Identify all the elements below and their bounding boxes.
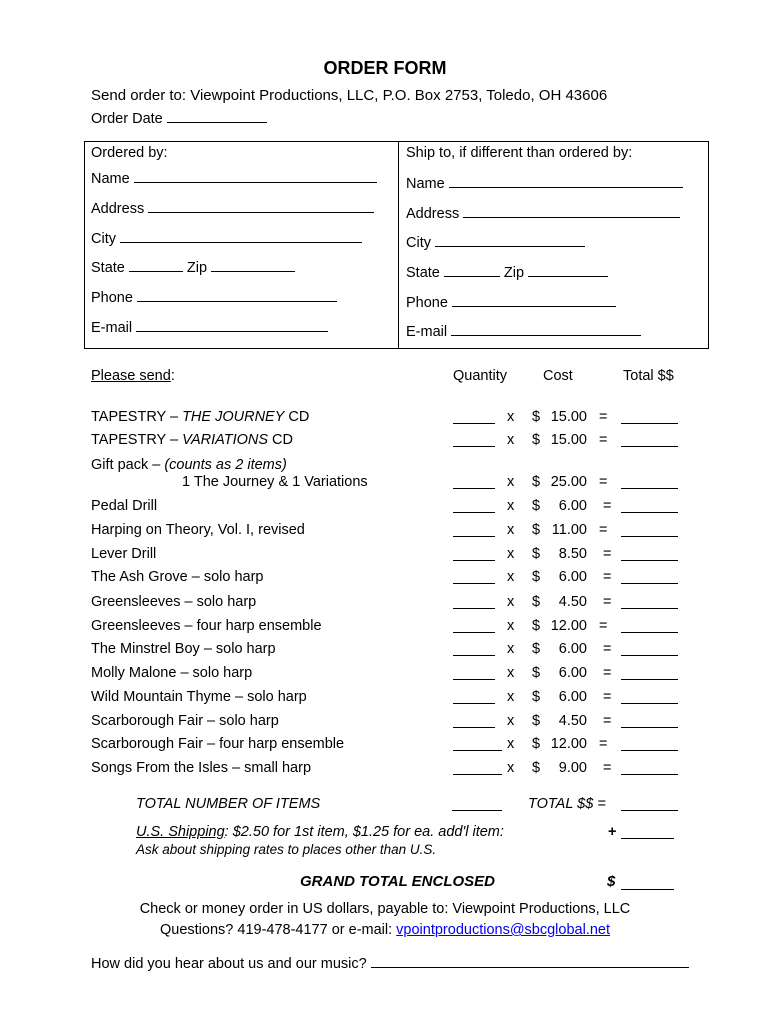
item-name: Pedal Drill xyxy=(91,498,158,514)
item-price: 12.00 xyxy=(550,618,587,634)
item-price: 4.50 xyxy=(558,594,587,610)
item-times-sign: x xyxy=(507,665,515,681)
item-dollar-sign: $ xyxy=(532,498,541,514)
item-description xyxy=(91,594,256,610)
total-items-label: TOTAL NUMBER OF ITEMS xyxy=(136,796,321,812)
item-description xyxy=(91,618,322,634)
item-format: CD xyxy=(268,432,294,448)
ship-to-city-label: City xyxy=(406,235,431,251)
item-times-sign: x xyxy=(507,760,515,776)
item-total-blank[interactable] xyxy=(621,512,678,513)
questions-line xyxy=(0,922,770,938)
item-price: 4.50 xyxy=(558,713,587,729)
item-dollar-sign: $ xyxy=(532,409,541,425)
item-description xyxy=(91,457,287,473)
item-equals-sign: = xyxy=(603,498,612,514)
ordered-by-city-field[interactable] xyxy=(91,230,362,247)
hear-about-field[interactable] xyxy=(91,955,689,972)
item-dollar-sign: $ xyxy=(532,594,541,610)
item-total-blank[interactable] xyxy=(621,727,678,728)
item-description xyxy=(91,569,264,585)
ordered-by-heading: Ordered by: xyxy=(91,145,168,161)
item-quantity-blank[interactable] xyxy=(453,488,495,489)
ship-to-name-field[interactable] xyxy=(406,175,683,192)
ordered-by-zip-blank[interactable] xyxy=(211,259,295,272)
ship-to-state-zip-field[interactable] xyxy=(406,264,608,281)
questions-text: Questions? 419-478-4177 or e-mail: xyxy=(160,922,397,938)
item-times-sign: x xyxy=(507,432,515,448)
item-equals-sign: = xyxy=(603,689,612,705)
ordered-by-address-blank[interactable] xyxy=(148,200,374,213)
item-times-sign: x xyxy=(507,498,515,514)
ship-to-name-blank[interactable] xyxy=(449,175,683,188)
item-description xyxy=(91,760,311,776)
please-send-label: Please send xyxy=(91,368,171,384)
shipping-label: U.S. Shipping xyxy=(136,824,225,840)
ordered-by-email-field[interactable] xyxy=(91,319,328,336)
ordered-by-state-zip-field[interactable] xyxy=(91,259,295,276)
item-total-blank[interactable] xyxy=(621,560,678,561)
ship-to-email-field[interactable] xyxy=(406,323,641,340)
item-quantity-blank[interactable] xyxy=(453,608,495,609)
shipping-line xyxy=(136,824,504,840)
ship-to-phone-label: Phone xyxy=(406,295,448,311)
item-equals-sign: = xyxy=(603,546,612,562)
item-dollar-sign: $ xyxy=(532,618,541,634)
item-total-blank[interactable] xyxy=(621,703,678,704)
gift-pack-subline: 1 The Journey & 1 Variations xyxy=(182,474,368,490)
item-equals-sign: = xyxy=(599,618,608,634)
item-total-blank[interactable] xyxy=(621,583,678,584)
item-total-blank[interactable] xyxy=(621,446,678,447)
item-dollar-sign: $ xyxy=(532,736,541,752)
item-equals-sign: = xyxy=(603,641,612,657)
grand-total-label: GRAND TOTAL ENCLOSED xyxy=(300,873,496,890)
item-price: 8.50 xyxy=(558,546,587,562)
item-quantity-blank[interactable] xyxy=(453,703,495,704)
ordered-by-name-label: Name xyxy=(91,171,130,187)
item-price: 15.00 xyxy=(550,432,587,448)
order-date-field[interactable] xyxy=(91,110,267,127)
item-price: 15.00 xyxy=(550,409,587,425)
col-total-header: Total $$ xyxy=(623,368,674,384)
item-price: 6.00 xyxy=(558,498,587,514)
item-description xyxy=(91,665,252,681)
ship-to-state-label: State xyxy=(406,265,440,281)
ship-to-email-blank[interactable] xyxy=(451,323,641,336)
item-name: Harping on Theory, Vol. I, revised xyxy=(91,522,305,538)
hear-about-blank[interactable] xyxy=(371,955,689,968)
item-name: Wild Mountain Thyme – solo harp xyxy=(91,689,307,705)
item-equals-sign: = xyxy=(603,760,612,776)
item-total-blank[interactable] xyxy=(621,423,678,424)
item-quantity-blank[interactable] xyxy=(453,583,495,584)
ordered-by-email-blank[interactable] xyxy=(136,319,328,332)
item-total-blank[interactable] xyxy=(621,774,678,775)
ship-to-address-blank[interactable] xyxy=(463,205,680,218)
item-times-sign: x xyxy=(507,689,515,705)
item-equals-sign: = xyxy=(599,409,608,425)
item-name: Greensleeves – solo harp xyxy=(91,594,257,610)
item-equals-sign: = xyxy=(599,432,608,448)
item-name: The Minstrel Boy – solo harp xyxy=(91,641,276,657)
order-date-blank[interactable] xyxy=(167,110,267,123)
shipping-plus: + xyxy=(608,824,617,840)
hear-about-label: How did you hear about us and our music? xyxy=(91,956,367,972)
item-name: Scarborough Fair – four harp ensemble xyxy=(91,736,345,752)
ship-to-phone-field[interactable] xyxy=(406,294,616,311)
ship-to-city-blank[interactable] xyxy=(435,234,585,247)
item-total-blank[interactable] xyxy=(621,536,678,537)
item-quantity-blank[interactable] xyxy=(453,750,502,751)
item-name: Scarborough Fair – solo harp xyxy=(91,713,279,729)
item-name: TAPESTRY – xyxy=(91,432,183,448)
item-times-sign: x xyxy=(507,409,515,425)
item-description xyxy=(91,736,344,752)
item-price: 12.00 xyxy=(550,736,587,752)
address-box-divider xyxy=(398,141,399,349)
item-quantity-blank[interactable] xyxy=(453,632,495,633)
item-dollar-sign: $ xyxy=(532,522,541,538)
item-total-blank[interactable] xyxy=(621,608,678,609)
ordered-by-name-field[interactable] xyxy=(91,170,377,187)
ordered-by-phone-blank[interactable] xyxy=(137,289,337,302)
item-name: Gift pack – xyxy=(91,457,165,473)
ship-to-heading: Ship to, if different than ordered by: xyxy=(406,145,633,161)
col-cost-header: Cost xyxy=(543,368,573,384)
item-quantity-blank[interactable] xyxy=(453,560,495,561)
item-name: Lever Drill xyxy=(91,546,157,562)
item-equals-sign: = xyxy=(603,665,612,681)
item-dollar-sign: $ xyxy=(532,665,541,681)
please-send-heading xyxy=(91,368,175,384)
item-total-blank[interactable] xyxy=(621,750,678,751)
item-name: The Ash Grove – solo harp xyxy=(91,569,264,585)
item-dollar-sign: $ xyxy=(532,713,541,729)
item-quantity-blank[interactable] xyxy=(453,727,495,728)
item-price: 9.00 xyxy=(558,760,587,776)
item-price: 6.00 xyxy=(558,569,587,585)
item-quantity-blank[interactable] xyxy=(453,446,495,447)
item-equals-sign: = xyxy=(599,736,608,752)
item-price: 6.00 xyxy=(558,689,587,705)
item-total-blank[interactable] xyxy=(621,488,678,489)
shipping-rates: : $2.50 for 1st item, $1.25 for ea. add'l item: xyxy=(224,824,504,840)
grand-total-blank[interactable] xyxy=(621,889,674,890)
ordered-by-state-blank[interactable] xyxy=(129,259,183,272)
item-total-blank[interactable] xyxy=(621,632,678,633)
ship-to-email-label: E-mail xyxy=(406,324,448,340)
item-equals-sign: = xyxy=(599,474,608,490)
item-description xyxy=(91,498,157,514)
total-dollars-blank[interactable] xyxy=(621,810,678,811)
item-price: 25.00 xyxy=(550,474,587,490)
item-total-blank[interactable] xyxy=(621,655,678,656)
item-description xyxy=(91,409,309,425)
item-times-sign: x xyxy=(507,594,515,610)
item-name-italic: THE JOURNEY xyxy=(182,409,285,425)
order-date-label: Order Date xyxy=(91,111,163,127)
item-description xyxy=(91,689,307,705)
ship-to-zip-label: Zip xyxy=(503,265,525,281)
ordered-by-city-blank[interactable] xyxy=(120,230,362,243)
item-times-sign: x xyxy=(507,618,515,634)
ordered-by-city-label: City xyxy=(91,231,116,247)
ordered-by-address-field[interactable] xyxy=(91,200,374,217)
item-name-italic: (counts as 2 items) xyxy=(164,457,287,473)
ordered-by-state-label: State xyxy=(91,260,125,276)
item-times-sign: x xyxy=(507,641,515,657)
item-times-sign: x xyxy=(507,522,515,538)
ship-to-state-blank[interactable] xyxy=(444,264,500,277)
item-dollar-sign: $ xyxy=(532,546,541,562)
item-times-sign: x xyxy=(507,713,515,729)
item-price: 11.00 xyxy=(551,522,587,538)
item-format: CD xyxy=(284,409,310,425)
shipping-blank[interactable] xyxy=(621,838,674,839)
ship-to-zip-blank[interactable] xyxy=(528,264,608,277)
item-quantity-blank[interactable] xyxy=(453,423,495,424)
item-times-sign: x xyxy=(507,474,515,490)
grand-total-dollar: $ xyxy=(607,873,616,890)
item-quantity-blank[interactable] xyxy=(453,536,495,537)
page-title: ORDER FORM xyxy=(323,58,447,78)
contact-email-link[interactable]: vpointproductions@sbcglobal.net xyxy=(396,922,610,938)
ship-to-name-label: Name xyxy=(406,176,445,192)
item-price: 6.00 xyxy=(558,665,587,681)
ordered-by-phone-label: Phone xyxy=(91,290,133,306)
item-quantity-blank[interactable] xyxy=(453,679,495,680)
item-total-blank[interactable] xyxy=(621,679,678,680)
send-to-address: Send order to: Viewpoint Productions, LLC, P.O. Box 2753, Toledo, OH 43606 xyxy=(91,87,608,104)
item-equals-sign: = xyxy=(599,522,608,538)
item-quantity-blank[interactable] xyxy=(453,655,495,656)
col-quantity-header: Quantity xyxy=(453,368,507,384)
item-dollar-sign: $ xyxy=(532,569,541,585)
ship-to-address-field[interactable] xyxy=(406,205,680,222)
ordered-by-phone-field[interactable] xyxy=(91,289,337,306)
item-dollar-sign: $ xyxy=(532,760,541,776)
item-description xyxy=(91,522,305,538)
item-quantity-blank[interactable] xyxy=(453,512,495,513)
item-equals-sign: = xyxy=(603,594,612,610)
item-description xyxy=(91,546,156,562)
ordered-by-email-label: E-mail xyxy=(91,320,133,336)
item-name: Greensleeves – four harp ensemble xyxy=(91,618,322,634)
item-name: Songs From the Isles – small harp xyxy=(91,760,312,776)
ordered-by-zip-label: Zip xyxy=(186,260,208,276)
item-description xyxy=(91,432,293,448)
shipping-note: Ask about shipping rates to places other than U.S. xyxy=(136,842,437,857)
total-dollars-label: TOTAL $$ = xyxy=(528,796,606,812)
ship-to-phone-blank[interactable] xyxy=(452,294,616,307)
item-name-italic: VARIATIONS xyxy=(182,432,269,448)
item-equals-sign: = xyxy=(603,713,612,729)
ship-to-city-field[interactable] xyxy=(406,234,585,251)
ordered-by-name-blank[interactable] xyxy=(134,170,377,183)
item-dollar-sign: $ xyxy=(532,432,541,448)
item-price: 6.00 xyxy=(558,641,587,657)
item-equals-sign: = xyxy=(603,569,612,585)
please-send-colon: : xyxy=(170,368,175,384)
item-dollar-sign: $ xyxy=(532,474,541,490)
item-name: Molly Malone – solo harp xyxy=(91,665,253,681)
item-description xyxy=(91,641,276,657)
item-times-sign: x xyxy=(507,736,515,752)
item-times-sign: x xyxy=(507,569,515,585)
item-dollar-sign: $ xyxy=(532,641,541,657)
payment-instructions: Check or money order in US dollars, payable to: Viewpoint Productions, LLC xyxy=(139,901,631,917)
item-quantity-blank[interactable] xyxy=(453,774,502,775)
item-dollar-sign: $ xyxy=(532,689,541,705)
item-name: TAPESTRY – xyxy=(91,409,183,425)
item-description xyxy=(91,713,279,729)
ship-to-address-label: Address xyxy=(406,206,460,222)
total-items-blank[interactable] xyxy=(452,810,502,811)
ordered-by-address-label: Address xyxy=(91,201,145,217)
item-times-sign: x xyxy=(507,546,515,562)
